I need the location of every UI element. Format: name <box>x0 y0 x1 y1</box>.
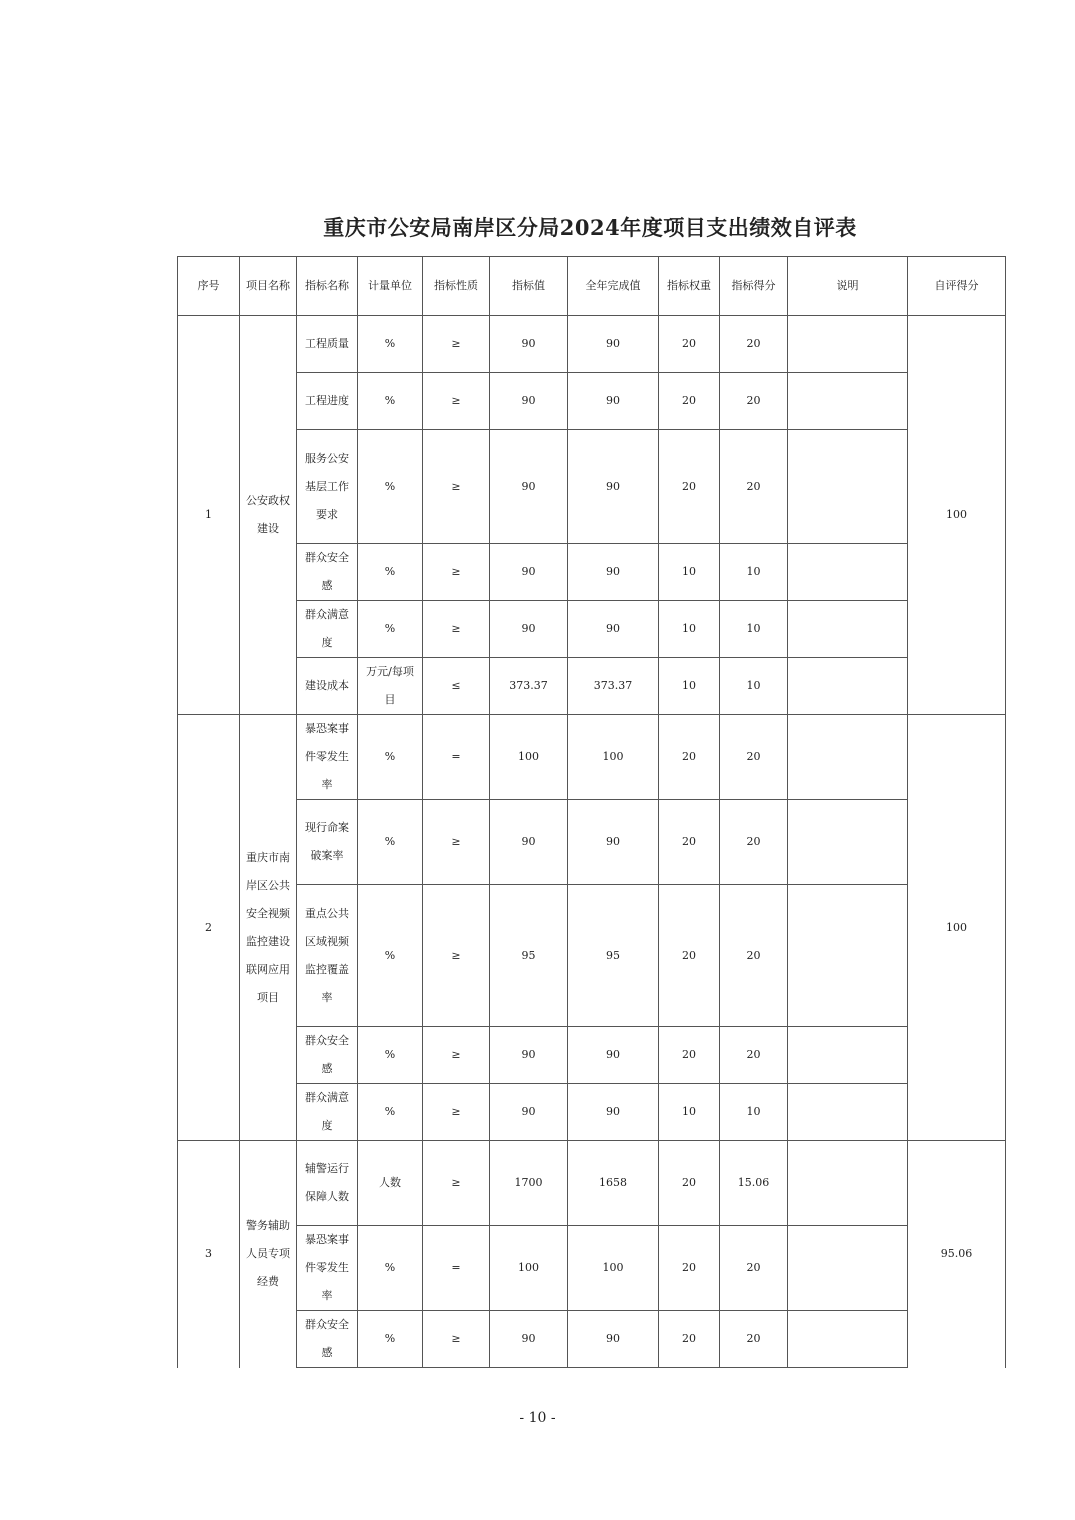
note-cell <box>788 800 908 885</box>
target-cell: 90 <box>490 373 568 430</box>
weight-cell: 10 <box>659 601 720 658</box>
note-cell <box>788 885 908 1027</box>
score-cell: 10 <box>720 1084 788 1141</box>
unit-cell: % <box>358 601 423 658</box>
table-row <box>178 1141 1006 1226</box>
weight-cell: 20 <box>659 373 720 430</box>
indicator-cell: 建设成本 <box>297 658 358 715</box>
note-cell <box>788 1226 908 1311</box>
header-unit: 计量单位 <box>358 257 423 316</box>
weight-cell: 20 <box>659 1311 720 1368</box>
table-row <box>178 1226 1006 1311</box>
actual-cell: 90 <box>568 1311 659 1368</box>
score-cell: 20 <box>720 1311 788 1368</box>
nature-cell: ≥ <box>423 316 490 373</box>
seq-cell: 3 <box>178 1141 240 1368</box>
target-cell: 90 <box>490 430 568 544</box>
header-target: 指标值 <box>490 257 568 316</box>
indicator-cell: 工程进度 <box>297 373 358 430</box>
header-indicator: 指标名称 <box>297 257 358 316</box>
table-row <box>178 658 1006 715</box>
note-cell <box>788 601 908 658</box>
target-cell: 90 <box>490 544 568 601</box>
score-cell: 10 <box>720 544 788 601</box>
indicator-cell: 现行命案破案率 <box>297 800 358 885</box>
target-cell: 100 <box>490 715 568 800</box>
unit-cell: % <box>358 885 423 1027</box>
score-cell: 20 <box>720 885 788 1027</box>
score-cell: 10 <box>720 601 788 658</box>
unit-cell: 万元/每项目 <box>358 658 423 715</box>
table-row <box>178 1027 1006 1084</box>
weight-cell: 20 <box>659 885 720 1027</box>
table-row <box>178 1084 1006 1141</box>
note-cell <box>788 1027 908 1084</box>
weight-cell: 20 <box>659 316 720 373</box>
project-name: 警务辅助人员专项经费 <box>246 1219 290 1289</box>
actual-cell: 90 <box>568 800 659 885</box>
nature-cell: ≥ <box>423 800 490 885</box>
nature-cell: ≥ <box>423 373 490 430</box>
unit-cell: % <box>358 1311 423 1368</box>
unit-cell: % <box>358 430 423 544</box>
unit-cell: % <box>358 1027 423 1084</box>
indicator-cell: 重点公共区域视频监控覆盖率 <box>297 885 358 1027</box>
weight-cell: 20 <box>659 800 720 885</box>
indicator-cell: 群众满意度 <box>297 601 358 658</box>
table-row <box>178 373 1006 430</box>
unit-cell: % <box>358 316 423 373</box>
weight-cell: 10 <box>659 658 720 715</box>
project-name-cell <box>240 1141 297 1368</box>
table-row <box>178 316 1006 373</box>
target-cell: 90 <box>490 601 568 658</box>
score-cell: 20 <box>720 715 788 800</box>
target-cell: 95 <box>490 885 568 1027</box>
evaluation-table <box>177 256 1006 1368</box>
page-number: - 10 - <box>519 1410 556 1426</box>
note-cell <box>788 1084 908 1141</box>
target-cell: 90 <box>490 1084 568 1141</box>
actual-cell: 90 <box>568 373 659 430</box>
project-name: 公安政权建设 <box>246 494 290 535</box>
nature-cell: ≥ <box>423 1311 490 1368</box>
table-row <box>178 601 1006 658</box>
actual-cell: 1658 <box>568 1141 659 1226</box>
note-cell <box>788 316 908 373</box>
weight-cell: 20 <box>659 430 720 544</box>
nature-cell: ≤ <box>423 658 490 715</box>
weight-cell: 20 <box>659 1226 720 1311</box>
note-cell <box>788 1141 908 1226</box>
header-project: 项目名称 <box>240 257 297 316</box>
header-actual: 全年完成值 <box>568 257 659 316</box>
header-row <box>178 257 1006 316</box>
weight-cell: 20 <box>659 1027 720 1084</box>
indicator-cell: 辅警运行保障人数 <box>297 1141 358 1226</box>
target-cell: 1700 <box>490 1141 568 1226</box>
table-row <box>178 1311 1006 1368</box>
actual-cell: 90 <box>568 430 659 544</box>
self-score-cell: 100 <box>908 316 1006 715</box>
note-cell <box>788 715 908 800</box>
score-cell: 20 <box>720 1226 788 1311</box>
actual-cell: 90 <box>568 1084 659 1141</box>
header-weight: 指标权重 <box>659 257 720 316</box>
nature-cell: ≥ <box>423 544 490 601</box>
unit-cell: % <box>358 373 423 430</box>
unit-cell: % <box>358 544 423 601</box>
page-title: 重庆市公安局南岸区分局2024年度项目支出绩效自评表 <box>323 215 857 240</box>
weight-cell: 20 <box>659 1141 720 1226</box>
indicator-cell: 群众满意度 <box>297 1084 358 1141</box>
score-cell: 15.06 <box>720 1141 788 1226</box>
project-name: 重庆市南岸区公共安全视频监控建设联网应用项目 <box>246 850 290 1004</box>
score-cell: 20 <box>720 373 788 430</box>
note-cell <box>788 658 908 715</box>
seq-cell: 1 <box>178 316 240 715</box>
target-cell: 90 <box>490 1311 568 1368</box>
header-self-score: 自评得分 <box>908 257 1006 316</box>
target-cell: 90 <box>490 800 568 885</box>
score-cell: 10 <box>720 658 788 715</box>
unit-cell: % <box>358 715 423 800</box>
table-row <box>178 885 1006 1027</box>
note-cell <box>788 544 908 601</box>
nature-cell: ≥ <box>423 1084 490 1141</box>
weight-cell: 10 <box>659 544 720 601</box>
target-cell: 373.37 <box>490 658 568 715</box>
indicator-cell: 工程质量 <box>297 316 358 373</box>
score-cell: 20 <box>720 316 788 373</box>
unit-cell: % <box>358 1084 423 1141</box>
project-name-cell <box>240 715 297 1141</box>
score-cell: 20 <box>720 800 788 885</box>
seq-cell: 2 <box>178 715 240 1141</box>
self-score-cell: 95.06 <box>908 1141 1006 1368</box>
indicator-cell: 群众安全感 <box>297 1027 358 1084</box>
header-score: 指标得分 <box>720 257 788 316</box>
nature-cell: ≥ <box>423 601 490 658</box>
target-cell: 90 <box>490 1027 568 1084</box>
actual-cell: 100 <box>568 1226 659 1311</box>
weight-cell: 10 <box>659 1084 720 1141</box>
note-cell <box>788 430 908 544</box>
unit-cell: % <box>358 800 423 885</box>
indicator-cell: 群众安全感 <box>297 544 358 601</box>
unit-cell: % <box>358 1226 423 1311</box>
header-note: 说明 <box>788 257 908 316</box>
indicator-cell: 暴恐案事件零发生率 <box>297 715 358 800</box>
indicator-cell: 暴恐案事件零发生率 <box>297 1226 358 1311</box>
actual-cell: 95 <box>568 885 659 1027</box>
actual-cell: 373.37 <box>568 658 659 715</box>
table-row <box>178 715 1006 800</box>
target-cell: 90 <box>490 316 568 373</box>
nature-cell: ≥ <box>423 430 490 544</box>
actual-cell: 90 <box>568 601 659 658</box>
table-row <box>178 544 1006 601</box>
header-nature: 指标性质 <box>423 257 490 316</box>
note-cell <box>788 373 908 430</box>
target-cell: 100 <box>490 1226 568 1311</box>
note-cell <box>788 1311 908 1368</box>
nature-cell: = <box>423 1226 490 1311</box>
header-seq: 序号 <box>178 257 240 316</box>
indicator-cell: 服务公安基层工作要求 <box>297 430 358 544</box>
nature-cell: = <box>423 715 490 800</box>
actual-cell: 90 <box>568 1027 659 1084</box>
actual-cell: 90 <box>568 316 659 373</box>
unit-cell: 人数 <box>358 1141 423 1226</box>
nature-cell: ≥ <box>423 885 490 1027</box>
table-row <box>178 430 1006 544</box>
table-row <box>178 800 1006 885</box>
weight-cell: 20 <box>659 715 720 800</box>
table-body <box>178 316 1006 1368</box>
nature-cell: ≥ <box>423 1027 490 1084</box>
score-cell: 20 <box>720 1027 788 1084</box>
score-cell: 20 <box>720 430 788 544</box>
nature-cell: ≥ <box>423 1141 490 1226</box>
project-name-cell <box>240 316 297 715</box>
actual-cell: 90 <box>568 544 659 601</box>
actual-cell: 100 <box>568 715 659 800</box>
self-score-cell: 100 <box>908 715 1006 1141</box>
indicator-cell: 群众安全感 <box>297 1311 358 1368</box>
